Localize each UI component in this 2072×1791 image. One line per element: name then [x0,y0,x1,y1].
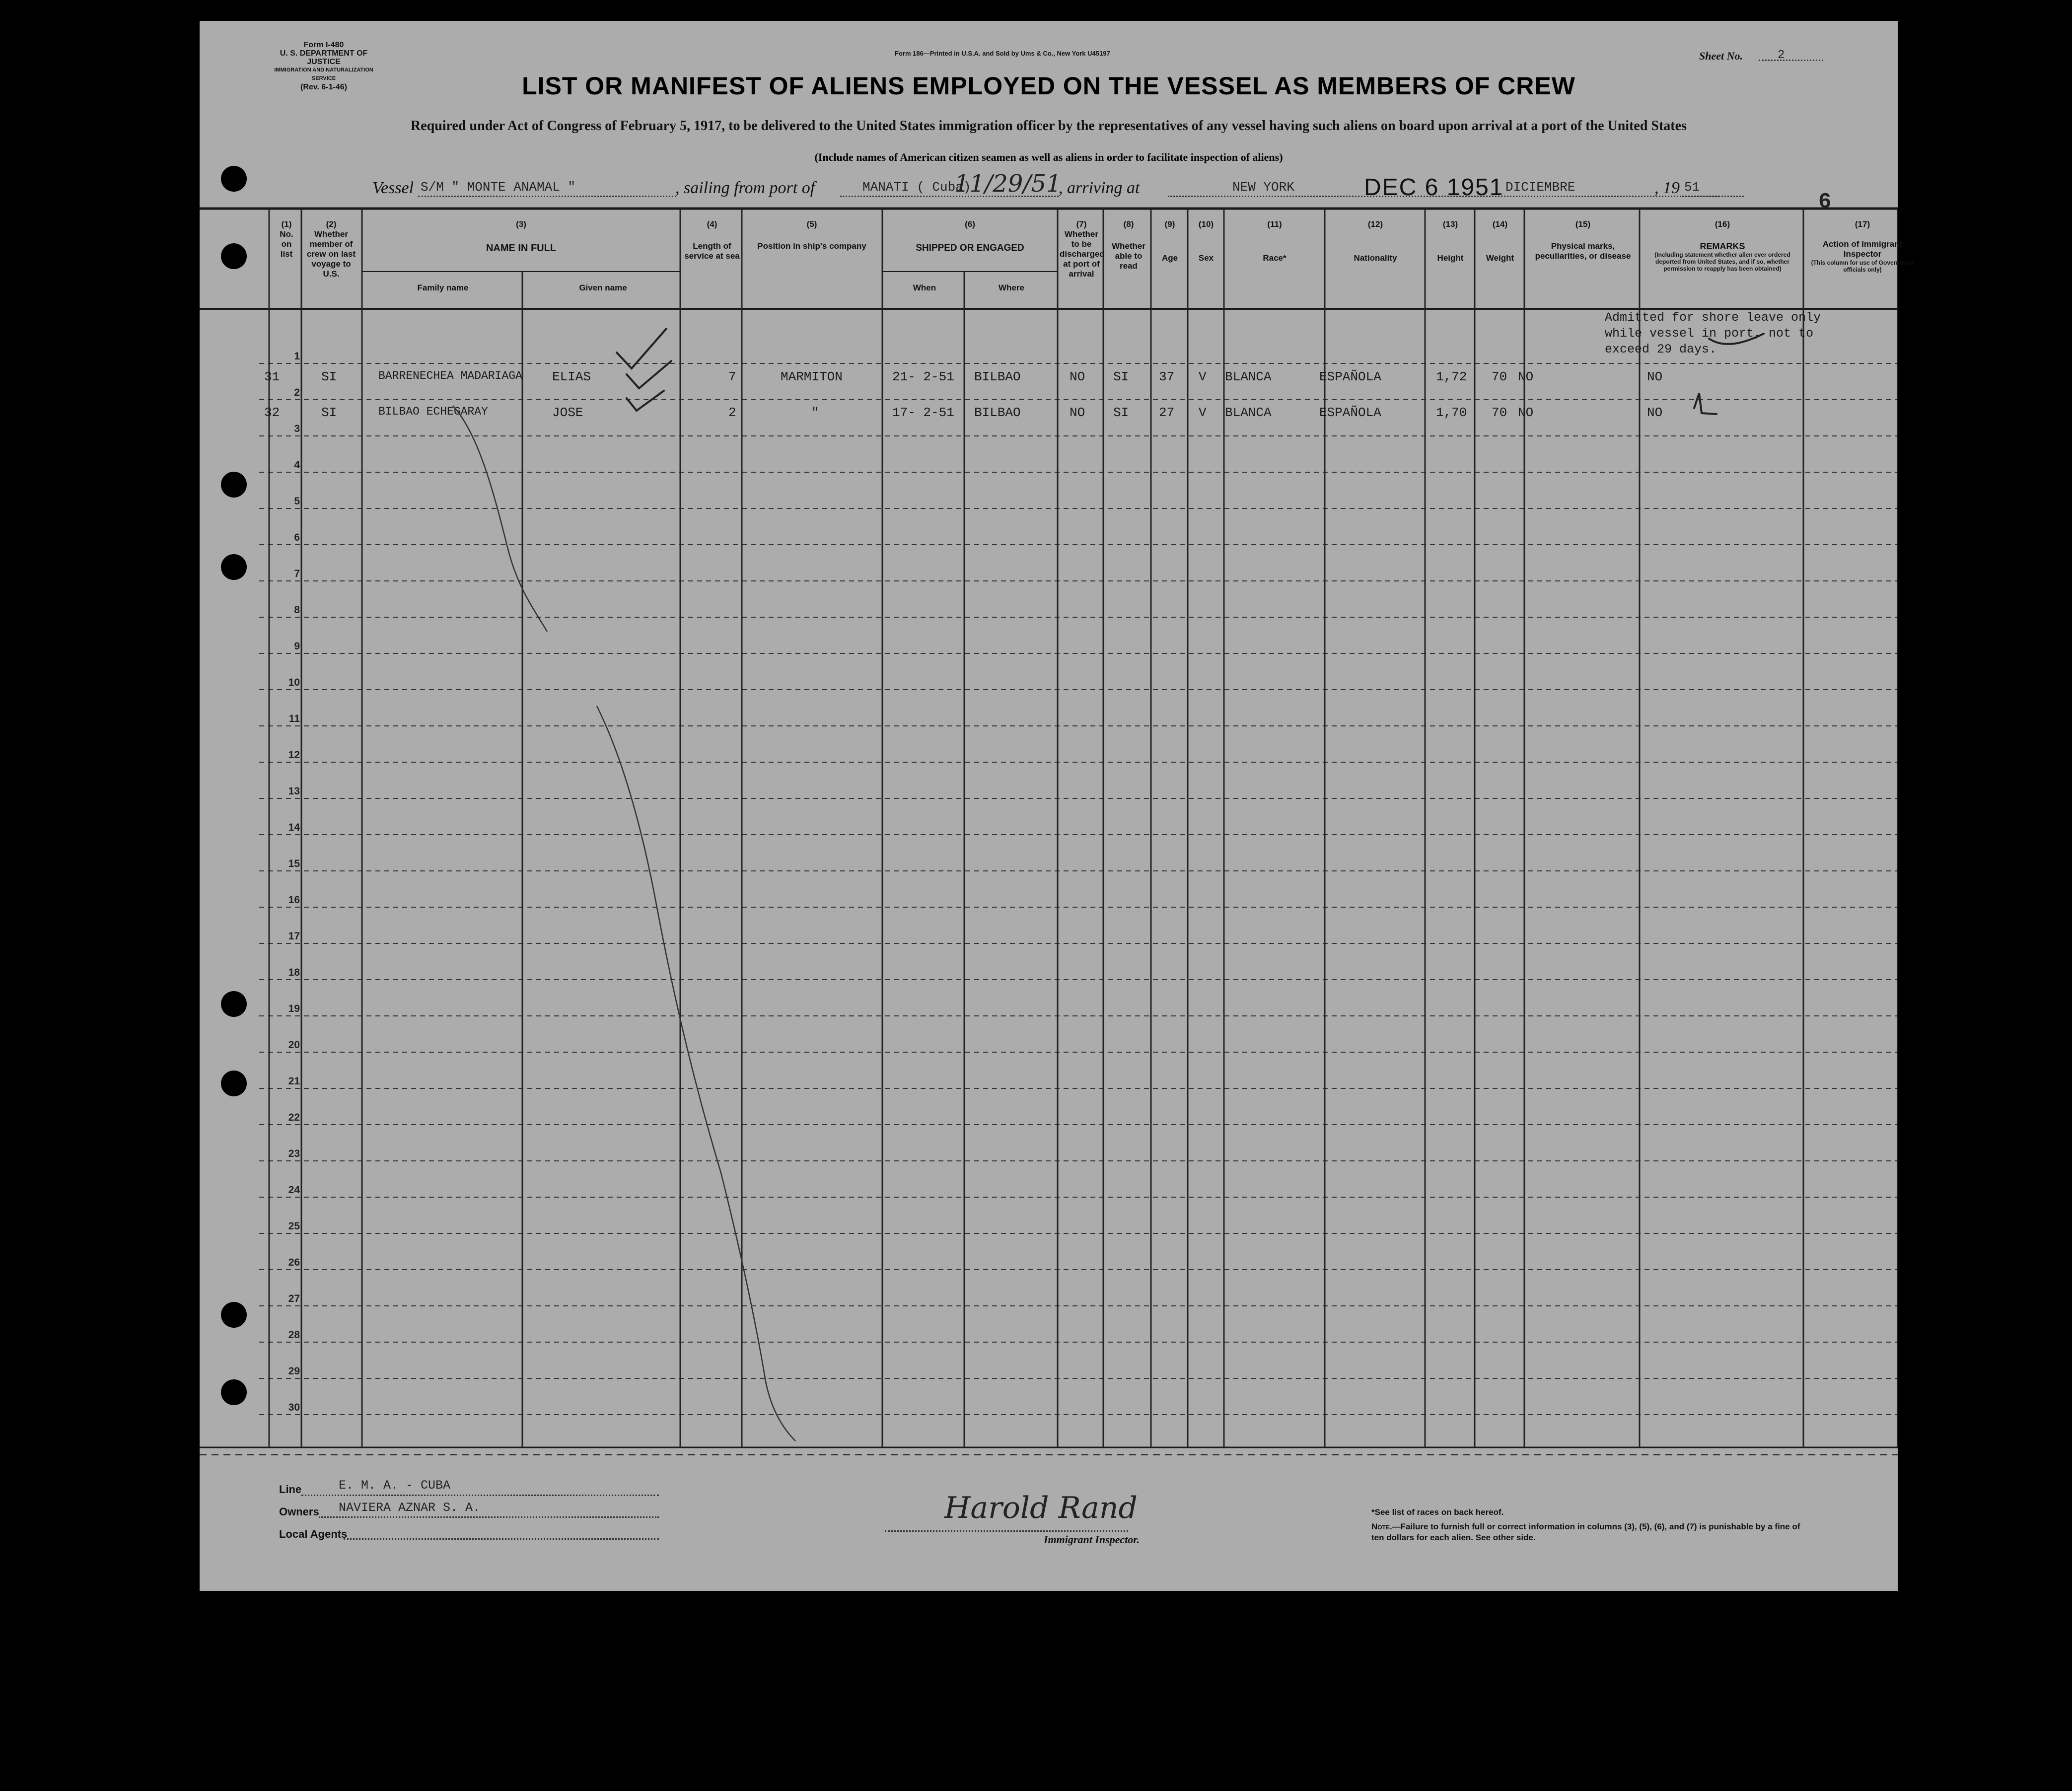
col8-num: (8) [1123,219,1134,229]
given-name-header: Given name [579,283,627,292]
row-number-label: 16 [288,894,300,906]
row-number-label: 11 [288,713,300,724]
check-mark [627,391,664,411]
shipped-when: 17- 2-51 [892,405,954,420]
printer-line: Form 186—Printed in U.S.A. and Sold by Ums & Co., New York U45197 [895,50,1110,57]
penalty-note [1371,1521,1808,1543]
col6-num: (6) [965,219,975,229]
row-number-label: 7 [294,568,300,579]
row-number-label: 20 [288,1039,300,1051]
pencil-marks [200,21,1898,1591]
remarks: NO [1647,369,1663,384]
arriving-label: , arriving at [1059,179,1140,197]
col10-num: (10) [1198,219,1214,229]
col16-label: REMARKS [1700,241,1745,251]
col8-label: Whether able to read [1112,241,1145,271]
sailing-value: MANATI ( Cuba) [862,180,971,195]
family-name: BARRENECHEA MADARIAGA [378,369,522,382]
arriving-value: NEW YORK [1232,180,1294,195]
row-number-label: 23 [288,1148,300,1159]
row-number: 31 [264,369,280,384]
owners-field-rule [319,1516,659,1518]
col2-label: Whether member of crew on last voyage to U.S. [306,229,356,279]
col17-num: (17) [1855,219,1870,229]
given-name: ELIAS [552,369,591,384]
line-field-rule [301,1495,659,1496]
row-number-label: 25 [288,1220,300,1232]
col7-num: (7) [1076,219,1087,229]
row-number-label: 19 [288,1003,300,1014]
row-number-label: 26 [288,1257,300,1268]
races-note: *See list of races on back hereof. [1371,1507,1504,1517]
shipped-when: 21- 2-51 [892,369,954,384]
row-number-label: 1 [294,351,300,362]
col9-label: Age [1161,253,1178,263]
col13-label: Height [1437,253,1464,263]
stamp-line: exceed 29 days. [1605,342,1717,357]
row-number-label: 15 [288,858,300,869]
height: 1,70 [1436,405,1467,420]
inspector-signature: Harold Rand [944,1491,1138,1525]
col17-label: Action of Immigrant Inspector [1822,239,1903,259]
row-number-label: 2 [294,387,300,398]
shipped-where: BILBAO [974,405,1021,420]
owners-label: Owners [279,1505,319,1518]
row-number-label: 6 [294,532,300,543]
signature-rule [885,1530,1128,1532]
agents-field-rule [344,1538,659,1540]
pencil-stroke [1709,334,1764,344]
nationality: ESPAÑOLA [1319,369,1381,384]
row-number-label: 21 [288,1075,300,1087]
remarks-note: (Including statement whether alien ever ordered deported from United States, and if so, whether permission to reapply has been obtained) [1654,251,1790,272]
pencil-line [597,706,795,1441]
handwritten-date: 11/29/51 [954,170,1062,198]
col15-num: (15) [1575,219,1591,229]
given-name: JOSE [552,405,583,420]
page-title: LIST OR MANIFEST OF ALIENS EMPLOYED ON THE VESSEL AS MEMBERS OF CREW [522,72,1575,100]
department: U. S. DEPARTMENT OF JUSTICE [280,49,368,66]
col5-label: Position in ship's company [757,241,866,251]
col9-num: (9) [1164,219,1175,229]
when-header: When [913,283,936,292]
col13-num: (13) [1442,219,1458,229]
row-number-label: 28 [288,1329,300,1341]
age: 37 [1159,369,1175,384]
subtitle: Required under Act of Congress of February 5, 1917, to be delivered to the United States immigration officer by the representatives of any vessel having such aliens on board upon arrival at a port of the United States [411,118,1687,134]
revision: (Rev. 6-1-46) [300,83,347,91]
col1-label: No. on list [280,229,293,259]
row-number-label: 29 [288,1365,300,1377]
col11-label: Race* [1263,253,1286,263]
col5-num: (5) [806,219,817,229]
year-value: 51 [1684,180,1700,195]
row-number-label: 30 [288,1402,300,1413]
sex: V [1199,369,1207,384]
sailing-label: , sailing from port of [675,179,815,197]
discharged: NO [1070,405,1085,420]
remarks: NO [1647,405,1663,420]
last-voyage: SI [321,405,337,420]
line-label: Line [279,1483,302,1496]
service-length: 7 [728,369,736,384]
row-number-label: 24 [288,1184,300,1196]
col12-num: (12) [1367,219,1383,229]
position: MARMITON [781,369,843,384]
col4-num: (4) [707,219,717,229]
row-number-label: 14 [288,822,300,833]
row-number-label: 18 [288,967,300,978]
col15-label: Physical marks, peculiarities, or disease [1535,241,1631,261]
include-note: (Include names of American citizen seamen as well as aliens in order to facilitate inspection of aliens) [814,151,1283,163]
family-name: BILBAO ECHEGARAY [378,405,488,418]
pencil-line [453,406,547,632]
race: BLANCA [1225,405,1272,420]
where-header: Where [999,283,1024,292]
year-label: , 19 [1654,179,1680,197]
vessel-label: Vessel [372,179,414,197]
agents-label: Local Agents [279,1528,348,1540]
race: BLANCA [1225,369,1272,384]
stamp-line: while vessel in port, not to [1605,326,1814,341]
position: " [811,405,819,420]
discharged: NO [1070,369,1085,384]
manifest-sheet [200,21,1914,1591]
row-number-label: 4 [294,459,300,471]
service-length: 2 [728,405,736,420]
col11-num: (11) [1267,219,1282,229]
row-number-label: 5 [294,496,300,507]
able-to-read: SI [1113,405,1129,420]
inspector-label: Immigrant Inspector. [1044,1533,1140,1546]
month-value: DICIEMBRE [1505,180,1575,195]
col2-num: (2) [326,219,337,229]
sheet-label: Sheet No. [1699,50,1743,62]
able-to-read: SI [1113,369,1129,384]
note-prefix: Note. [1371,1522,1392,1531]
sheet-number: 2 [1778,49,1785,62]
col12-label: Nationality [1354,253,1397,263]
col16-num: (16) [1715,219,1730,229]
check-mark [617,329,666,368]
weight: 70 [1492,369,1507,384]
sex: V [1199,405,1207,420]
col4-label: Length of service at sea [684,241,740,261]
col7-label: Whether to be discharged at port of arrival [1060,229,1105,279]
age: 27 [1159,405,1175,420]
col6-label: SHIPPED OR ENGAGED [916,243,1024,253]
note-text: —Failure to furnish full or correct information in columns (3), (5), (6), and (7) is punishable by a fine of ten dollars for each alien. See other side. [1371,1522,1800,1542]
col14-num: (14) [1492,219,1508,229]
service: IMMIGRATION AND NATURALIZATION SERVICE [274,67,373,81]
row-number-label: 27 [288,1293,300,1304]
row-number-label: 22 [288,1112,300,1123]
form-number: Form I-480 [303,41,344,49]
weight: 70 [1492,405,1507,420]
pencil-stroke [1694,393,1716,414]
row-number-label: 12 [288,749,300,761]
last-voyage: SI [321,369,337,384]
row-number-label: 8 [294,604,300,616]
nationality: ESPAÑOLA [1319,405,1381,420]
row-number-label: 17 [288,931,300,942]
row-number-label: 3 [294,423,300,434]
col14-label: Weight [1486,253,1514,263]
vessel-value: S/M " MONTE ANAMAL " [421,180,576,195]
col3-label: NAME IN FULL [486,243,557,254]
corner-mark: 6 [1818,190,1832,215]
col3-num: (3) [516,219,526,229]
line-value: E. M. A. - CUBA [339,1478,451,1493]
stamp-line: Admitted for shore leave only [1605,310,1821,325]
col10-label: Sex [1198,253,1214,263]
owners-value: NAVIERA AZNAR S. A. [339,1501,481,1515]
physical-marks: NO [1518,405,1534,420]
row-number-label: 9 [294,641,300,652]
row-number-label: 13 [288,786,300,797]
row-number-label: 10 [288,677,300,688]
height: 1,72 [1436,369,1467,384]
shipped-where: BILBAO [974,369,1021,384]
action-note: (This column for use of Government officials only) [1811,259,1914,273]
family-name-header: Family name [417,283,469,292]
col1-num: (1) [281,219,292,229]
row-number: 32 [264,405,280,420]
stamp-date: DEC 6 1951 [1364,174,1504,201]
physical-marks: NO [1518,369,1534,384]
